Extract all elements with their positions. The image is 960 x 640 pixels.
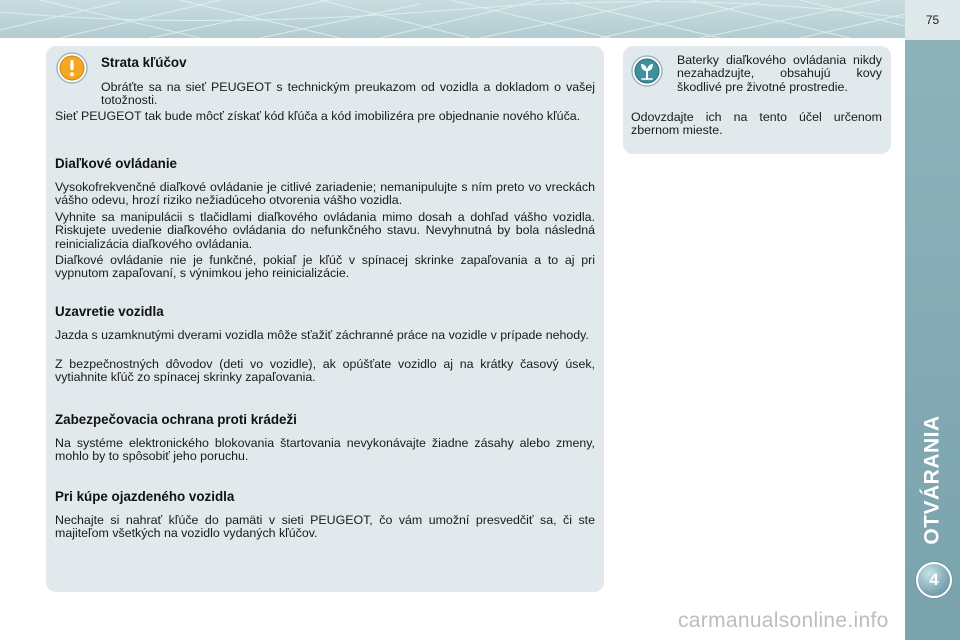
- top-decorative-band: [0, 0, 905, 38]
- chapter-number-badge: 4: [916, 562, 952, 598]
- paragraph: Vysokofrekvenčné diaľkové ovládanie je citlivé zariadenie; nemanipulujte s ním preto vo vreckách vášho odevu, hrozí riziko nežiadúceho otvorenia vášho vozidla.: [55, 180, 595, 208]
- chapter-title-text: OTVÁRANIA: [921, 415, 944, 545]
- watermark: carmanualsonline.info: [678, 609, 889, 632]
- top-band-pattern: [0, 0, 905, 38]
- main-info-panel: [46, 46, 604, 592]
- heading-used-vehicle: Pri kúpe ojazdeného vozidla: [55, 489, 235, 504]
- page-number: 75: [905, 0, 960, 40]
- warning-icon: [56, 52, 88, 84]
- paragraph: Vyhnite sa manipulácii s tlačidlami diaľkového ovládania mimo dosah a dohľad vášho vozidla. Riskujete uvedenie diaľkového ovládania do nefunkčného stavu. Nevyhnutná by bola následná reinicializácia diaľkového ovládania.: [55, 210, 595, 251]
- paragraph: Z bezpečnostných dôvodov (deti vo vozidle), ak opúšťate vozidlo aj na krátky časový úsek, vytiahnite kľúč zo spínacej skrinky zapaľovania.: [55, 357, 595, 385]
- environment-icon: [631, 55, 663, 87]
- paragraph: Nechajte si nahrať kľúče do pamäti v sieti PEUGEOT, čo vám umožní presvedčiť sa, či ste majiteľom všetkých na vozidlo vydaných kľúčov.: [55, 513, 595, 541]
- paragraph: Obráťte sa na sieť PEUGEOT s technickým preukazom od vozidla a dokladom o vašej totožnosti.: [101, 80, 595, 108]
- paragraph: Jazda s uzamknutými dverami vozidla môže sťažiť záchranné práce na vozidle v prípade nehody.: [55, 328, 589, 342]
- heading-lost-keys: Strata kľúčov: [101, 55, 187, 70]
- heading-remote-control: Diaľkové ovládanie: [55, 156, 178, 171]
- paragraph: Diaľkové ovládanie nie je funkčné, pokiaľ je kľúč v spínacej skrinke zapaľovania a to aj pri vypnutom zapaľovaní, s výnimkou jeho reinicializácie.: [55, 253, 595, 281]
- heading-anti-theft: Zabezpečovacia ochrana proti krádeži: [55, 412, 297, 427]
- paragraph: Na systéme elektronického blokovania štartovania nevykonávajte žiadne zásahy alebo zmeny, mohlo by to spôsobiť jeho poruchu.: [55, 436, 595, 464]
- side-note-paragraph: Baterky diaľkového ovládania nikdy nezahadzujte, obsahujú kovy škodlivé pre životné prostredie.: [677, 53, 882, 94]
- heading-locking: Uzavretie vozidla: [55, 304, 164, 319]
- side-note-paragraph: Odovzdajte ich na tento účel určenom zbernom mieste.: [631, 110, 882, 138]
- chapter-title: [913, 405, 953, 555]
- paragraph: Sieť PEUGEOT tak bude môcť získať kód kľúča a kód imobilizéra pre objednanie nového kľúča.: [55, 109, 581, 123]
